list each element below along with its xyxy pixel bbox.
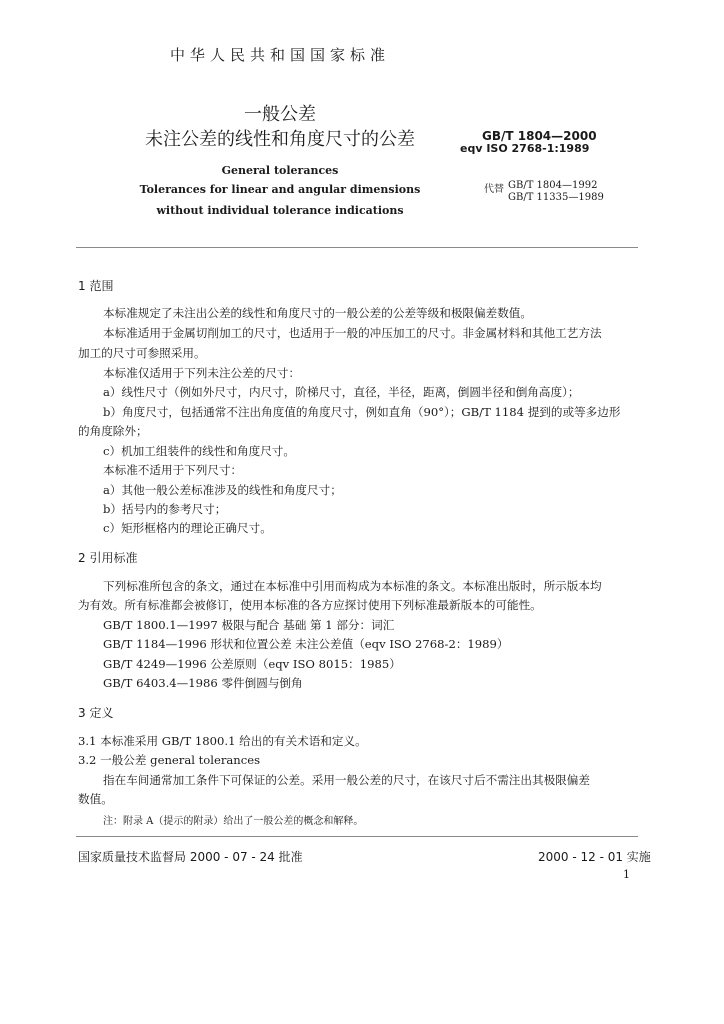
title-line-1: 一般公差 xyxy=(244,104,316,125)
section-1-exclusion-a: a）其他一般公差标准涉及的线性和角度尺寸； xyxy=(103,483,342,497)
section-1-item-b-cont: 的角度除外； xyxy=(78,424,148,438)
header-divider xyxy=(76,247,638,248)
section-1-paragraph-3: 本标准仅适用于下列未注公差的尺寸： xyxy=(103,366,301,380)
replaces-prefix: 代替 xyxy=(484,184,504,195)
definition-3-2: 3.2 一般公差 general tolerances xyxy=(78,753,261,767)
english-title-line-3: without individual tolerance indications xyxy=(156,204,404,217)
reference-standard: GB/T 6403.4—1986 零件倒圆与倒角 xyxy=(103,676,303,690)
section-2-paragraph-cont: 为有效。所有标准都会被修订，使用本标准的各方应探讨使用下列标准最新版本的可能性。 xyxy=(78,598,542,612)
footer-divider xyxy=(76,836,638,837)
note: 注：附录 A（提示的附录）给出了一般公差的概念和解释。 xyxy=(103,816,364,827)
title-line-2: 未注公差的线性和角度尺寸的公差 xyxy=(145,129,415,150)
reference-standard: GB/T 4249—1996 公差原则（eqv ISO 8015：1985） xyxy=(103,657,401,671)
implementation-date: 2000 - 12 - 01 实施 xyxy=(538,850,651,864)
equivalent-iso: eqv ISO 2768-1:1989 xyxy=(460,142,590,155)
page-number: 1 xyxy=(623,868,630,881)
section-3-heading: 3 定义 xyxy=(78,706,114,720)
replaces-standard-2: GB/T 11335—1989 xyxy=(508,192,604,203)
section-1-heading: 1 范围 xyxy=(78,279,114,293)
section-1-paragraph-1: 本标准规定了未注出公差的线性和角度尺寸的一般公差的公差等级和极限偏差数值。 xyxy=(103,306,532,320)
reference-standard: GB/T 1184—1996 形状和位置公差 未注公差值（eqv ISO 2768-2：1989） xyxy=(103,637,509,651)
section-1-paragraph-4: 本标准不适用于下列尺寸： xyxy=(103,463,243,477)
english-title-line-2: Tolerances for linear and angular dimensions xyxy=(139,183,421,196)
english-title-line-1: General tolerances xyxy=(221,164,339,177)
section-2-heading: 2 引用标准 xyxy=(78,551,138,565)
replaces-standard-1: GB/T 1804—1992 xyxy=(508,180,598,191)
section-1-item-a: a）线性尺寸（例如外尺寸，内尺寸，阶梯尺寸，直径，半径，距离，倒圆半径和倒角高度）； xyxy=(103,385,580,399)
section-1-exclusion-b: b）括号内的参考尺寸； xyxy=(103,502,227,516)
section-1-item-c: c）机加工组装件的线性和角度尺寸。 xyxy=(103,444,295,458)
section-2-paragraph: 下列标准所包含的条文，通过在本标准中引用而构成为本标准的条文。本标准出版时，所示版本均 xyxy=(103,579,602,593)
definition-3-2-text: 指在车间通常加工条件下可保证的公差。采用一般公差的尺寸，在该尺寸后不需注出其极限偏差 xyxy=(103,773,590,787)
section-1-exclusion-c: c）矩形框格内的理论正确尺寸。 xyxy=(103,521,272,535)
standard-number: GB/T 1804—2000 xyxy=(482,129,597,143)
section-1-paragraph-2-cont: 加工的尺寸可参照采用。 xyxy=(78,346,206,360)
approval-date: 国家质量技术监督局 2000 - 07 - 24 批准 xyxy=(78,850,303,864)
issuing-organization: 中华人民共和国国家标准 xyxy=(169,46,390,64)
section-1-paragraph-2: 本标准适用于金属切削加工的尺寸，也适用于一般的冲压加工的尺寸。非金属材料和其他工艺方法 xyxy=(103,326,602,340)
definition-3-1: 3.1 本标准采用 GB/T 1800.1 给出的有关术语和定义。 xyxy=(78,734,367,748)
reference-standard: GB/T 1800.1—1997 极限与配合 基础 第 1 部分：词汇 xyxy=(103,618,395,632)
definition-3-2-text-cont: 数值。 xyxy=(78,792,113,806)
section-1-item-b: b）角度尺寸，包括通常不注出角度值的角度尺寸，例如直角（90°）；GB/T 1184 提到的或等多边形 xyxy=(103,405,621,419)
